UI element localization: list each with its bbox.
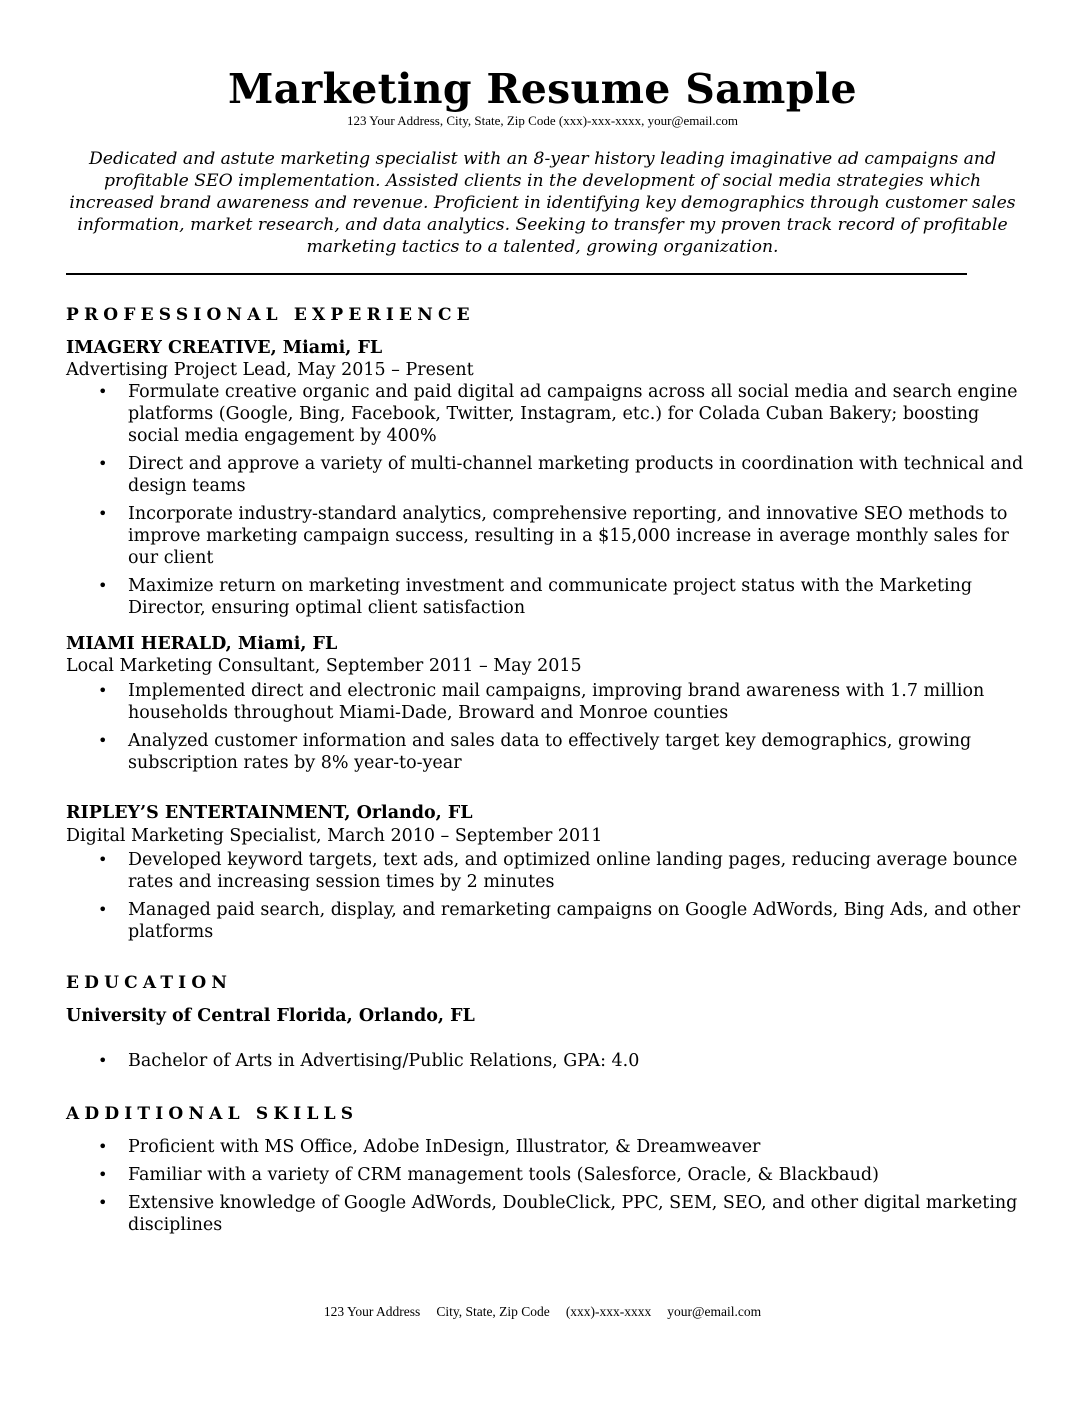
school-name: University of Central Florida, Orlando, FL — [66, 1006, 475, 1026]
bullet-text: Extensive knowledge of Google AdWords, DoubleClick, PPC, SEM, SEO, and other digital marketing disciplines — [128, 1193, 1018, 1235]
list-item — [98, 1192, 1028, 1236]
list-item — [98, 899, 1028, 943]
bullet-text: Analyzed customer information and sales data to effectively target key demographics, growing subscription rates by 8% year-to-year — [128, 731, 972, 773]
bullet-text: Incorporate industry-standard analytics, comprehensive reporting, and innovative SEO methods to improve marketing campaign success, resulting in a $15,000 increase in average monthly sales for our client — [128, 504, 1009, 568]
bullet-icon: • — [98, 900, 108, 919]
list-item — [98, 730, 1028, 774]
bullet-text: Managed paid search, display, and remarketing campaigns on Google AdWords, Bing Ads, and other platforms — [128, 900, 1021, 942]
bullet-icon: • — [98, 1165, 108, 1184]
list-item — [98, 1136, 1028, 1158]
job-role: Advertising Project Lead, May 2015 – Present — [66, 360, 474, 380]
skills-bullets — [98, 1136, 1028, 1242]
list-item — [98, 453, 1028, 497]
bullet-icon: • — [98, 576, 108, 595]
bullet-icon: • — [98, 1193, 108, 1212]
job-bullets — [98, 849, 1028, 949]
job-bullets — [98, 381, 1028, 625]
experience-heading: PROFESSIONAL EXPERIENCE — [66, 305, 475, 325]
bullet-text: Developed keyword targets, text ads, and optimized online landing pages, reducing average bounce rates and increasing session times by 2 minutes — [128, 850, 1018, 892]
bullet-icon: • — [98, 382, 108, 401]
bullet-icon: • — [98, 454, 108, 473]
footer-email: your@email.com — [667, 1304, 762, 1319]
footer-city: City, State, Zip Code — [436, 1304, 550, 1319]
list-item — [98, 1050, 1028, 1072]
bullet-icon: • — [98, 681, 108, 700]
footer-phone: (xxx)-xxx-xxxx — [565, 1304, 652, 1319]
bullet-text: Bachelor of Arts in Advertising/Public Relations, GPA: 4.0 — [128, 1051, 640, 1071]
list-item — [98, 503, 1028, 569]
bullet-text: Familiar with a variety of CRM management tools (Salesforce, Oracle, & Blackbaud) — [128, 1165, 879, 1185]
resume-title: Marketing Resume Sample — [228, 65, 857, 113]
list-item — [98, 1164, 1028, 1186]
job-company: RIPLEY’S ENTERTAINMENT, Orlando, FL — [66, 803, 473, 823]
bullet-icon: • — [98, 504, 108, 523]
job-company: MIAMI HERALD, Miami, FL — [66, 634, 338, 654]
contact-line: 123 Your Address, City, State, Zip Code (xxx)-xxx-xxxx, your@email.com — [347, 113, 738, 128]
job-company: IMAGERY CREATIVE, Miami, FL — [66, 338, 383, 358]
list-item — [98, 849, 1028, 893]
bullet-text: Direct and approve a variety of multi-channel marketing products in coordination with technical and design teams — [128, 454, 1024, 496]
job-role: Digital Marketing Specialist, March 2010 – September 2011 — [66, 826, 603, 846]
footer-address: 123 Your Address — [323, 1304, 421, 1319]
job-bullets — [98, 680, 1028, 780]
skills-heading: ADDITIONAL SKILLS — [66, 1104, 359, 1124]
bullet-icon: • — [98, 850, 108, 869]
education-bullets — [98, 1050, 1028, 1078]
list-item — [98, 680, 1028, 724]
bullet-text: Formulate creative organic and paid digital ad campaigns across all social media and search engine platforms (Google, Bing, Facebook, Twitter, Instagram, etc.) for Colada Cuban Bakery; boosting social media engagement by 400% — [128, 382, 1018, 446]
bullet-text: Maximize return on marketing investment and communicate project status with the Marketing Director, ensuring optimal client satisfaction — [128, 576, 973, 618]
footer-contact — [0, 1303, 1085, 1321]
job-role: Local Marketing Consultant, September 2011 – May 2015 — [66, 656, 582, 676]
summary-paragraph: Dedicated and astute marketing specialist with an 8-year history leading imaginative ad campaigns and profitable SEO implementation. Assisted clients in the development of social media strategies which increased brand awareness and revenue. Proficient in identifying key demographics through customer sales information, market research, and data analytics. Seeking to transfer my proven track record of profitable marketing tactics to a talented, growing organization. — [69, 149, 1016, 257]
bullet-icon: • — [98, 731, 108, 750]
list-item — [98, 575, 1028, 619]
bullet-icon: • — [98, 1137, 108, 1156]
header-divider — [66, 273, 967, 275]
bullet-icon: • — [98, 1051, 108, 1070]
education-heading: EDUCATION — [66, 973, 233, 993]
list-item — [98, 381, 1028, 447]
bullet-text: Proficient with MS Office, Adobe InDesign, Illustrator, & Dreamweaver — [128, 1137, 761, 1157]
bullet-text: Implemented direct and electronic mail campaigns, improving brand awareness with 1.7 million households throughout Miami-Dade, Broward and Monroe counties — [128, 681, 985, 723]
